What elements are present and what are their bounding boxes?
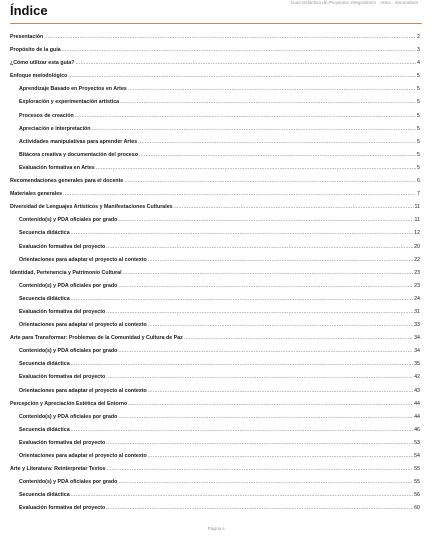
dot-leader <box>96 165 416 171</box>
toc-entry-label: Contenido(s) y PDA oficiales por grado <box>19 479 118 486</box>
toc-subentry[interactable] <box>10 126 420 139</box>
toc-entry-label: Evaluación formativa del proyecto <box>19 308 106 315</box>
toc-entry-page-number: 60 <box>414 505 420 512</box>
toc-entry-page-number: 2 <box>417 34 420 40</box>
toc-entry-label: Bitácora creativa y documentación del proceso <box>19 151 138 158</box>
running-header: Guía Didáctica de Proyectos Integradores · Artes · Secundaria <box>290 0 418 5</box>
toc-entry-label: Aprendizaje Basado en Proyectos en Artes <box>19 86 127 93</box>
toc-entry-label: Diversidad de Lenguajes Artísticos y Manifestaciones Culturales <box>10 204 173 211</box>
toc-entry-page-number: 5 <box>417 151 420 158</box>
page-title: Índice <box>10 3 48 18</box>
dot-leader <box>148 257 413 263</box>
dot-leader <box>118 283 413 289</box>
toc-entry-label: Evaluación formativa del proyecto <box>19 505 106 512</box>
toc-entry-page-number: 5 <box>417 73 420 80</box>
toc-entry-page-number: 42 <box>414 374 420 381</box>
toc-subentry[interactable] <box>10 453 420 466</box>
dot-leader <box>75 60 416 66</box>
toc-entry-label: Secuencia didáctica <box>19 361 70 368</box>
toc-entry-page-number: 34 <box>414 348 420 355</box>
toc-subentry[interactable] <box>10 505 420 518</box>
toc-subentry[interactable] <box>10 113 420 126</box>
toc-subentry[interactable] <box>10 348 420 361</box>
toc-subentry[interactable] <box>10 309 420 322</box>
toc-entry-page-number: 20 <box>414 243 420 250</box>
table-of-contents <box>10 34 420 518</box>
toc-entry-page-number: 23 <box>414 269 420 276</box>
dot-leader <box>184 335 413 341</box>
toc-entry[interactable] <box>10 73 420 86</box>
dot-leader <box>124 178 416 184</box>
toc-entry-page-number: 23 <box>414 282 420 289</box>
toc-subentry[interactable] <box>10 440 420 453</box>
toc-entry-page-number: 54 <box>414 453 420 459</box>
toc-entry-label: Orientaciones para adaptar el proyecto al contexto <box>19 387 147 394</box>
toc-subentry[interactable] <box>10 86 420 99</box>
dot-leader <box>106 440 413 446</box>
dot-leader <box>71 492 413 498</box>
toc-subentry[interactable] <box>10 217 420 230</box>
toc-entry-label: Orientaciones para adaptar el proyecto al contexto <box>19 322 147 329</box>
dot-leader <box>107 466 414 472</box>
toc-entry-label: Percepción y Apreciación Estética del Entorno <box>10 400 128 407</box>
toc-entry-label: Exploración y experimentación artística <box>19 99 120 106</box>
toc-subentry[interactable] <box>10 165 420 178</box>
toc-entry-label: Contenido(s) y PDA oficiales por grado <box>19 413 118 420</box>
toc-entry-label: Contenido(s) y PDA oficiales por grado <box>19 282 118 289</box>
toc-entry[interactable] <box>10 270 420 283</box>
toc-entry-label: Procesos de creación <box>19 112 74 119</box>
dot-leader <box>68 73 416 79</box>
toc-entry[interactable] <box>10 335 420 348</box>
toc-entry-label: Propósito de la guía <box>10 47 61 54</box>
dot-leader <box>106 244 413 250</box>
toc-entry-label: Evaluación formativa del proyecto <box>19 439 106 446</box>
toc-entry[interactable] <box>10 178 420 191</box>
dot-leader <box>71 296 413 302</box>
toc-entry-page-number: 12 <box>414 230 420 237</box>
toc-entry-page-number: 34 <box>414 335 420 342</box>
dot-leader <box>123 270 414 276</box>
toc-entry-label: Secuencia didáctica <box>19 230 70 237</box>
dot-leader <box>92 126 417 132</box>
toc-entry-page-number: 53 <box>414 439 420 446</box>
toc-subentry[interactable] <box>10 139 420 152</box>
dot-leader <box>62 47 416 53</box>
dot-leader <box>128 401 413 407</box>
toc-entry-page-number: 44 <box>414 400 420 407</box>
dot-leader <box>63 191 416 197</box>
toc-subentry[interactable] <box>10 492 420 505</box>
toc-entry-page-number: 7 <box>417 191 420 198</box>
page-footer: Página ii <box>207 526 225 531</box>
toc-entry[interactable] <box>10 466 420 479</box>
toc-entry-label: Evaluación formativa en Artes <box>19 164 95 171</box>
toc-entry-label: Apreciación e interpretación <box>19 125 91 132</box>
dot-leader <box>120 99 416 105</box>
toc-subentry[interactable] <box>10 283 420 296</box>
toc-entry-label: Arte y Literatura: Reinterpretar Textos <box>10 466 106 473</box>
toc-entry-page-number: 44 <box>414 413 420 420</box>
toc-subentry[interactable] <box>10 99 420 112</box>
toc-entry-label: Recomendaciones generales para el docente <box>10 178 124 185</box>
toc-entry-page-number: 5 <box>417 164 420 171</box>
dot-leader <box>106 505 413 511</box>
toc-entry-page-number: 56 <box>414 492 420 499</box>
toc-entry-page-number: 55 <box>414 466 420 473</box>
toc-entry-label: ¿Cómo utilizar esta guía? <box>10 60 75 67</box>
toc-entry[interactable] <box>10 47 420 60</box>
toc-subentry[interactable] <box>10 374 420 387</box>
dot-leader <box>138 139 416 145</box>
toc-entry-label: Secuencia didáctica <box>19 492 70 499</box>
toc-entry-label: Enfoque metodológico <box>10 73 68 80</box>
title-divider <box>10 23 422 24</box>
dot-leader <box>71 361 413 367</box>
dot-leader <box>118 217 413 223</box>
toc-entry-page-number: 22 <box>414 256 420 263</box>
toc-subentry[interactable] <box>10 361 420 374</box>
toc-entry-label: Contenido(s) y PDA oficiales por grado <box>19 217 118 224</box>
toc-entry-page-number: 3 <box>417 47 420 54</box>
toc-entry-label: Materiales generales <box>10 191 63 198</box>
toc-entry-page-number: 4 <box>417 60 420 67</box>
toc-subentry[interactable] <box>10 414 420 427</box>
toc-subentry[interactable] <box>10 296 420 309</box>
toc-subentry[interactable] <box>10 388 420 401</box>
toc-subentry[interactable] <box>10 479 420 492</box>
dot-leader <box>148 322 413 328</box>
toc-entry-label: Identidad, Pertenencia y Patrimonio Cultural <box>10 269 122 276</box>
toc-entry-label: Evaluación formativa del proyecto <box>19 243 106 250</box>
dot-leader <box>71 427 413 433</box>
toc-subentry[interactable] <box>10 152 420 165</box>
toc-entry[interactable] <box>10 401 420 414</box>
toc-subentry[interactable] <box>10 257 420 270</box>
toc-entry-page-number: 43 <box>414 387 420 394</box>
toc-entry-page-number: 31 <box>414 308 420 315</box>
dot-leader <box>118 479 413 485</box>
toc-entry-page-number: 33 <box>414 322 420 329</box>
dot-leader <box>71 230 413 236</box>
dot-leader <box>118 348 413 354</box>
dot-leader <box>128 86 416 92</box>
toc-entry[interactable] <box>10 60 420 73</box>
toc-entry-page-number: 11 <box>414 217 420 224</box>
toc-entry-page-number: 11 <box>414 204 420 211</box>
toc-entry[interactable] <box>10 191 420 204</box>
dot-leader <box>148 453 413 459</box>
toc-entry-page-number: 35 <box>414 361 420 368</box>
toc-subentry[interactable] <box>10 322 420 335</box>
dot-leader <box>106 374 413 380</box>
toc-entry-label: Secuencia didáctica <box>19 426 70 433</box>
toc-entry-label: Orientaciones para adaptar el proyecto al contexto <box>19 453 147 459</box>
toc-entry-label: Actividades manipulativas para aprender Artes <box>19 138 138 145</box>
dot-leader <box>174 204 414 210</box>
dot-leader <box>148 388 413 394</box>
toc-entry[interactable] <box>10 204 420 217</box>
toc-entry-page-number: 5 <box>417 125 420 132</box>
toc-entry-page-number: 46 <box>414 426 420 433</box>
toc-subentry[interactable] <box>10 230 420 243</box>
toc-entry-page-number: 5 <box>417 99 420 106</box>
toc-entry-page-number: 24 <box>414 295 420 302</box>
dot-leader <box>118 414 413 420</box>
toc-entry-label: Arte para Transformar: Problemas de la Comunidad y Cultura de Paz <box>10 335 183 342</box>
dot-leader <box>139 152 416 158</box>
toc-entry-page-number: 5 <box>417 138 420 145</box>
toc-entry-label: Contenido(s) y PDA oficiales por grado <box>19 348 118 355</box>
toc-entry-page-number: 5 <box>417 112 420 119</box>
toc-entry-page-number: 55 <box>414 479 420 486</box>
toc-entry-label: Presentación <box>10 34 44 40</box>
toc-entry-page-number: 6 <box>417 178 420 185</box>
toc-entry-label: Evaluación formativa del proyecto <box>19 374 106 381</box>
dot-leader <box>44 34 416 40</box>
toc-entry[interactable] <box>10 34 420 47</box>
dot-leader <box>75 113 416 119</box>
toc-entry-page-number: 5 <box>417 86 420 93</box>
dot-leader <box>106 309 413 315</box>
toc-entry-label: Orientaciones para adaptar el proyecto al contexto <box>19 256 147 263</box>
toc-subentry[interactable] <box>10 244 420 257</box>
toc-entry-label: Secuencia didáctica <box>19 295 70 302</box>
toc-subentry[interactable] <box>10 427 420 440</box>
